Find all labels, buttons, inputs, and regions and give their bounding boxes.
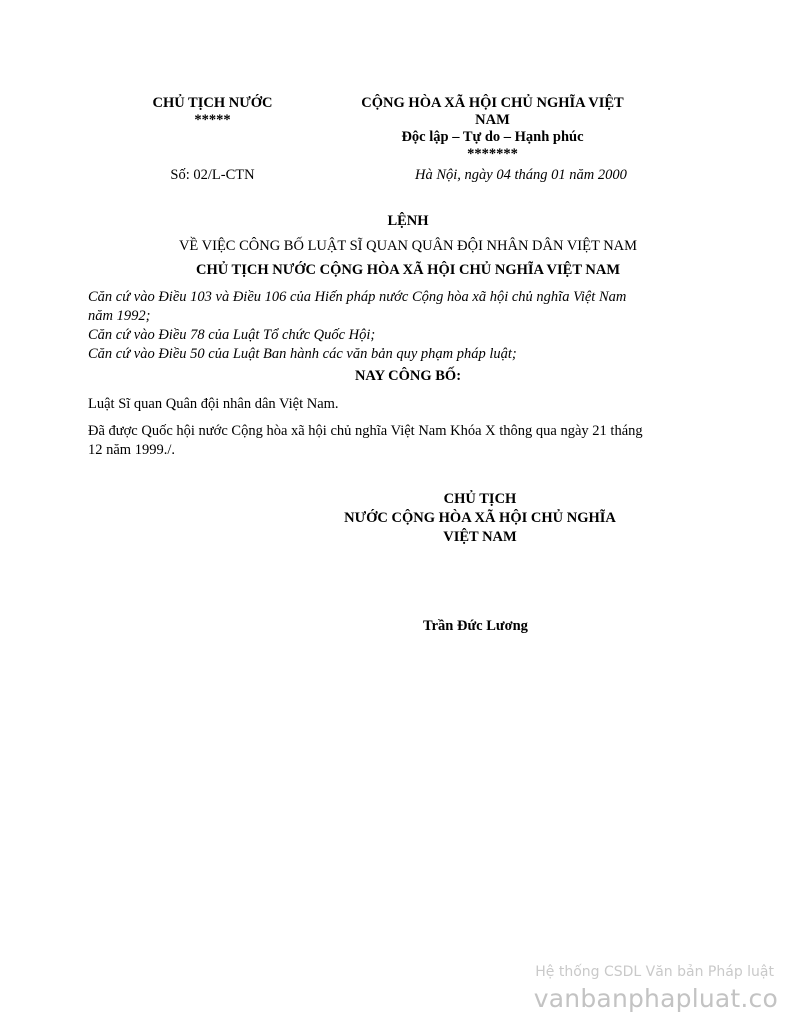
title-block <box>88 212 728 280</box>
document-type: LỆNH <box>387 213 429 229</box>
issuer-stars: ***** <box>194 112 231 128</box>
basis-1: Căn cứ vào Điều 103 và Điều 106 của Hiến pháp nước Cộng hòa xã hội chủ nghĩa Việt Nam <box>88 289 627 305</box>
signer-title-2: NƯỚC CỘNG HÒA XÃ HỘI CHỦ NGHĨA <box>344 510 616 526</box>
signer-title-1: CHỦ TỊCH <box>443 491 517 507</box>
document-date: Hà Nội, ngày 04 tháng 01 năm 2000 <box>415 167 627 183</box>
signature-block <box>330 490 630 547</box>
document-number-wrap <box>120 167 305 184</box>
passage-line2: 12 năm 1999./. <box>88 442 175 458</box>
issuer-block <box>120 95 305 129</box>
country-name-line1: CỘNG HÒA XÃ HỘI CHỦ NGHĨA VIỆT <box>361 95 624 111</box>
signer-name: Trần Đức Lương <box>423 618 528 634</box>
signer-title-3: VIỆT NAM <box>443 529 517 545</box>
passage-line1: Đã được Quốc hội nước Cộng hòa xã hội chủ nghĩa Việt Nam Khóa X thông qua ngày 21 tháng <box>88 423 643 439</box>
document-date-wrap <box>335 167 725 184</box>
document-number: Số: 02/L-CTN <box>170 167 255 183</box>
legal-bases <box>88 288 728 364</box>
document-subject: VỀ VIỆC CÔNG BỐ LUẬT SĨ QUAN QUÂN ĐỘI NHÂN DÂN VIỆT NAM <box>178 238 638 254</box>
basis-1-cont: năm 1992; <box>88 308 151 324</box>
country-name-line2: NAM <box>475 112 510 128</box>
motto: Độc lập – Tự do – Hạnh phúc <box>401 129 584 145</box>
issuer-name: CHỦ TỊCH NƯỚC <box>152 95 273 111</box>
passage-statement <box>88 422 728 460</box>
basis-3: Căn cứ vào Điều 50 của Luật Ban hành các văn bản quy phạm pháp luật; <box>88 346 517 362</box>
basis-2: Căn cứ vào Điều 78 của Luật Tổ chức Quốc Hội; <box>88 327 376 343</box>
motto-stars: ******* <box>467 146 518 162</box>
national-heading <box>335 95 650 163</box>
proclaim-heading: NAY CÔNG BỐ: <box>354 368 462 384</box>
watermark-caption: Hệ thống CSDL Văn bản Pháp luật <box>535 964 774 980</box>
authority-heading: CHỦ TỊCH NƯỚC CỘNG HÒA XÃ HỘI CHỦ NGHĨA VIỆT NAM <box>195 262 621 278</box>
law-name: Luật Sĩ quan Quân đội nhân dân Việt Nam. <box>88 396 339 412</box>
watermark-site: vanbanphapluat.co <box>533 984 778 1013</box>
